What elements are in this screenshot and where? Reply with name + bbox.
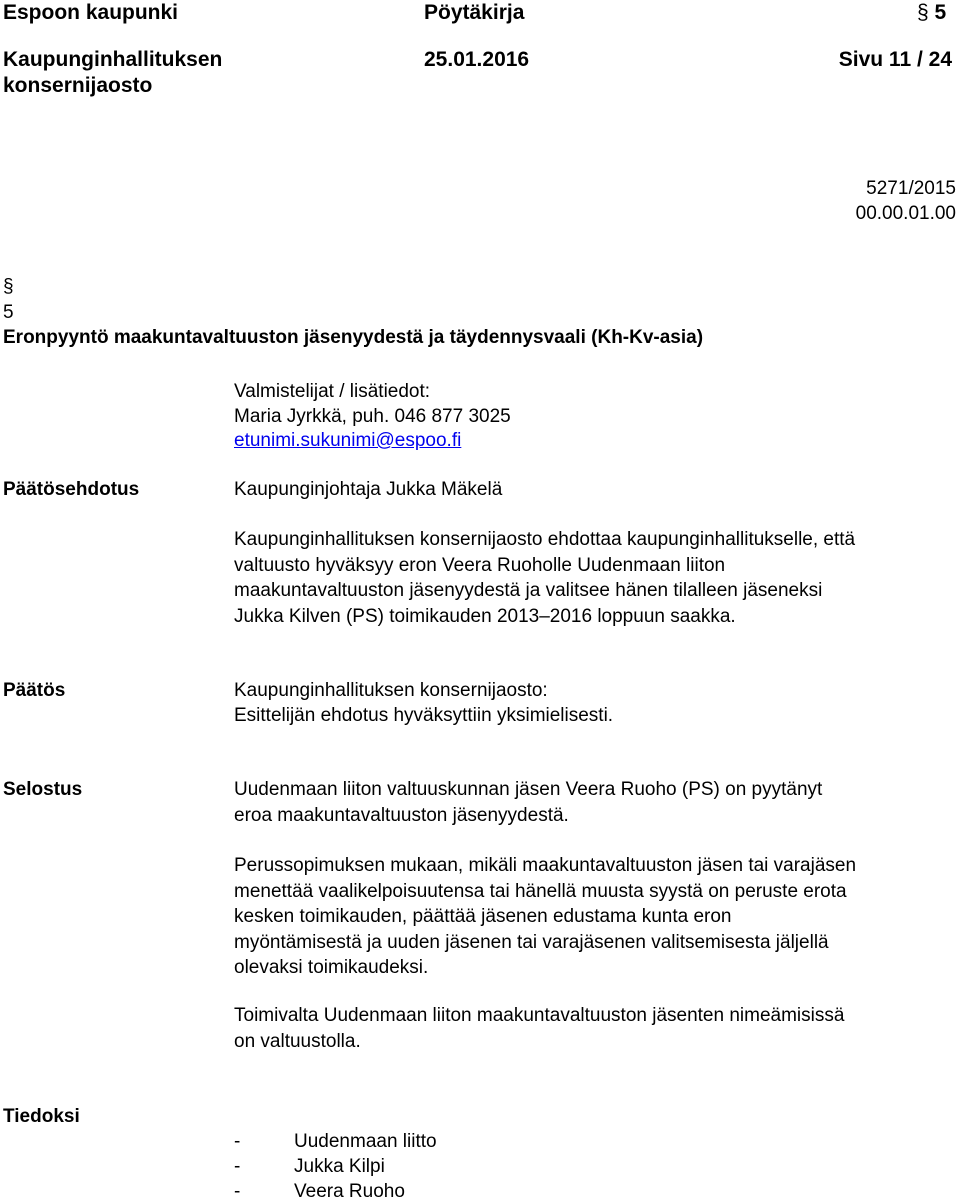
proposal-line: Kaupunginhallituksen konsernijaosto ehdottaa kaupunginhallitukselle, että [234, 529, 856, 550]
explanation-line: Uudenmaan liiton valtuuskunnan jäsen Veera Ruoho (PS) on pyytänyt [234, 779, 823, 800]
org-name: Espoon kaupunki [3, 1, 179, 24]
proposal-text [234, 527, 954, 629]
body-name-line2: konsernijaosto [3, 74, 153, 97]
proposal-label: Päätösehdotus [3, 479, 140, 500]
decision-body: Kaupunginhallituksen konsernijaosto: [234, 680, 548, 701]
explanation-line: Toimivalta Uudenmaan liiton maakuntavaltuuston jäsenten nimeämisissä [234, 1005, 845, 1026]
body-name-line1: Kaupunginhallituksen [3, 48, 223, 71]
doc-type: Pöytäkirja [424, 1, 525, 24]
list-dash: - [234, 1156, 241, 1177]
item-section-number: 5 [3, 302, 14, 323]
preparer-contact: Maria Jyrkkä, puh. 046 877 3025 [234, 406, 511, 427]
notify-item: - Uudenmaan liitto [234, 1131, 437, 1152]
item-section-sign [3, 274, 14, 299]
list-dash: - [234, 1181, 241, 1202]
meeting-date: 25.01.2016 [424, 48, 530, 71]
section-sign-icon: § [917, 1, 929, 24]
explanation-para1 [234, 777, 954, 828]
decision-text: Esittelijän ehdotus hyväksyttiin yksimielisesti. [234, 705, 614, 726]
list-dash: - [234, 1131, 241, 1152]
email-link[interactable]: etunimi.sukunimi@espoo.fi [234, 430, 462, 451]
decision-label: Päätös [3, 680, 66, 701]
explanation-line: on valtuustolla. [234, 1030, 361, 1052]
explanation-para3 [234, 1003, 954, 1054]
case-number: 5271/2015 [866, 178, 956, 199]
page-number: Sivu 11 / 24 [838, 48, 952, 71]
notify-item: - Veera Ruoho [234, 1181, 405, 1202]
proposal-line: valtuusto hyväksyy eron Veera Ruoholle Uudenmaan liiton [234, 554, 726, 576]
preparers-label: Valmistelijat / lisätiedot: [234, 381, 431, 402]
item-title: Eronpyyntö maakuntavaltuuston jäsenyydestä ja täydennysvaali (Kh-Kv-asia) [3, 327, 704, 348]
preparer-email [234, 428, 461, 453]
notify-label: Tiedoksi [3, 1106, 80, 1127]
explanation-line: myöntämisestä ja uuden jäsenen tai varajäsenen valitsemisesta jäljellä [234, 931, 829, 953]
notify-item: - Jukka Kilpi [234, 1156, 385, 1177]
explanation-line: menettää vaalikelpoisuutensa tai hänellä muusta syystä on peruste erota [234, 880, 847, 902]
proposal-line: maakuntavaltuuston jäsenyydestä ja valitsee hänen tilalleen jäseneksi [234, 580, 823, 601]
section-sign-icon: § [3, 276, 14, 297]
classification-code: 00.00.01.00 [855, 203, 956, 224]
explanation-line: olevaksi toimikaudeksi. [234, 957, 429, 978]
explanation-label: Selostus [3, 779, 83, 800]
explanation-para2 [234, 853, 954, 981]
proposer-name: Kaupunginjohtaja Jukka Mäkelä [234, 479, 503, 500]
explanation-line: kesken toimikauden, päättää jäsenen edustama kunta eron [234, 906, 732, 927]
explanation-line: Perussopimuksen mukaan, mikäli maakuntavaltuuston jäsen tai varajäsen [234, 855, 857, 876]
header-section-number: § 5 [917, 1, 947, 24]
proposal-line: Jukka Kilven (PS) toimikauden 2013–2016 loppuun saakka. [234, 605, 736, 627]
explanation-line: eroa maakuntavaltuuston jäsenyydestä. [234, 804, 569, 826]
